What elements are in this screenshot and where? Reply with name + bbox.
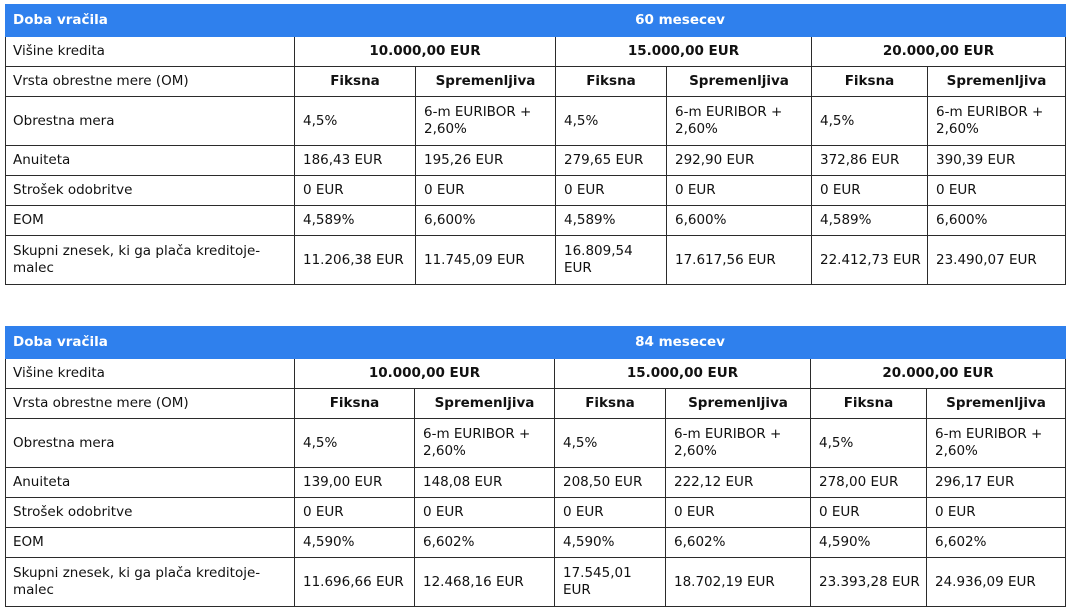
value-cell: 6-m EURIBOR + 2,60% bbox=[667, 97, 812, 146]
value-cell: 195,26 EUR bbox=[416, 146, 556, 176]
value-cell: 16.809,54 EUR bbox=[556, 236, 667, 285]
value-cell: 12.468,16 EUR bbox=[415, 558, 555, 607]
rate-type-cell: Spremenljiva bbox=[415, 389, 555, 419]
value-cell: 6-m EURIBOR + 2,60% bbox=[415, 419, 555, 468]
value-cell: 4,589% bbox=[556, 206, 667, 236]
value-cell: 4,5% bbox=[556, 97, 667, 146]
value-cell: 0 EUR bbox=[556, 176, 667, 206]
value-cell: 6-m EURIBOR + 2,60% bbox=[927, 419, 1066, 468]
value-cell: 0 EUR bbox=[666, 498, 811, 528]
rate-type-cell: Fiksna bbox=[556, 67, 667, 97]
value-cell: 0 EUR bbox=[812, 176, 928, 206]
table-row bbox=[6, 176, 1066, 206]
value-cell: 0 EUR bbox=[927, 498, 1066, 528]
value-cell: 6,600% bbox=[416, 206, 556, 236]
table-row bbox=[6, 528, 1066, 558]
table-row bbox=[6, 498, 1066, 528]
row-label: Skupni znesek, ki ga plača kreditoje-malec bbox=[6, 236, 295, 285]
value-cell: 11.745,09 EUR bbox=[416, 236, 556, 285]
header-row bbox=[6, 5, 1066, 37]
table-row bbox=[6, 146, 1066, 176]
amount-cell: 10.000,00 EUR bbox=[295, 359, 555, 389]
rate-type-cell: Spremenljiva bbox=[666, 389, 811, 419]
rate-type-cell: Spremenljiva bbox=[928, 67, 1066, 97]
table-row bbox=[6, 558, 1066, 607]
value-cell: 22.412,73 EUR bbox=[812, 236, 928, 285]
value-cell: 390,39 EUR bbox=[928, 146, 1066, 176]
value-cell: 18.702,19 EUR bbox=[666, 558, 811, 607]
value-cell: 0 EUR bbox=[811, 498, 927, 528]
value-cell: 11.206,38 EUR bbox=[295, 236, 416, 285]
rate-type-cell: Fiksna bbox=[555, 389, 666, 419]
value-cell: 4,5% bbox=[295, 419, 415, 468]
value-cell: 4,589% bbox=[295, 206, 416, 236]
value-cell: 222,12 EUR bbox=[666, 468, 811, 498]
rate-type-cell: Fiksna bbox=[812, 67, 928, 97]
row-label: Strošek odobritve bbox=[6, 498, 295, 528]
table-row bbox=[6, 419, 1066, 468]
row-label: Anuiteta bbox=[6, 146, 295, 176]
value-cell: 4,5% bbox=[555, 419, 666, 468]
value-cell: 4,590% bbox=[811, 528, 927, 558]
value-cell: 0 EUR bbox=[555, 498, 666, 528]
value-cell: 208,50 EUR bbox=[555, 468, 666, 498]
repayment-period: 84 mesecev bbox=[295, 327, 1066, 359]
amount-cell: 15.000,00 EUR bbox=[555, 359, 811, 389]
value-cell: 278,00 EUR bbox=[811, 468, 927, 498]
value-cell: 11.696,66 EUR bbox=[295, 558, 415, 607]
value-cell: 4,5% bbox=[811, 419, 927, 468]
row-label: EOM bbox=[6, 528, 295, 558]
rate-type-cell: Fiksna bbox=[295, 67, 416, 97]
repayment-label: Doba vračila bbox=[6, 327, 295, 359]
value-cell: 6-m EURIBOR + 2,60% bbox=[666, 419, 811, 468]
table-row bbox=[6, 236, 1066, 285]
value-cell: 4,590% bbox=[295, 528, 415, 558]
amounts-row bbox=[6, 359, 1066, 389]
rate-type-cell: Spremenljiva bbox=[667, 67, 812, 97]
table-row bbox=[6, 97, 1066, 146]
amount-cell: 15.000,00 EUR bbox=[556, 37, 812, 67]
value-cell: 23.490,07 EUR bbox=[928, 236, 1066, 285]
value-cell: 296,17 EUR bbox=[927, 468, 1066, 498]
amount-cell: 20.000,00 EUR bbox=[812, 37, 1066, 67]
rate-type-cell: Spremenljiva bbox=[416, 67, 556, 97]
rate-type-row bbox=[6, 389, 1066, 419]
amount-cell: 10.000,00 EUR bbox=[295, 37, 556, 67]
value-cell: 0 EUR bbox=[295, 498, 415, 528]
rate-type-label: Vrsta obrestne mere (OM) bbox=[6, 389, 295, 419]
rate-type-cell: Fiksna bbox=[811, 389, 927, 419]
table-row bbox=[6, 206, 1066, 236]
value-cell: 0 EUR bbox=[295, 176, 416, 206]
amounts-label: Višine kredita bbox=[6, 37, 295, 67]
value-cell: 23.393,28 EUR bbox=[811, 558, 927, 607]
value-cell: 0 EUR bbox=[415, 498, 555, 528]
value-cell: 148,08 EUR bbox=[415, 468, 555, 498]
value-cell: 4,5% bbox=[812, 97, 928, 146]
value-cell: 0 EUR bbox=[667, 176, 812, 206]
value-cell: 279,65 EUR bbox=[556, 146, 667, 176]
rate-type-cell: Fiksna bbox=[295, 389, 415, 419]
value-cell: 186,43 EUR bbox=[295, 146, 416, 176]
value-cell: 139,00 EUR bbox=[295, 468, 415, 498]
value-cell: 4,590% bbox=[555, 528, 666, 558]
value-cell: 6,602% bbox=[927, 528, 1066, 558]
row-label: EOM bbox=[6, 206, 295, 236]
value-cell: 6-m EURIBOR + 2,60% bbox=[928, 97, 1066, 146]
row-label: Skupni znesek, ki ga plača kreditoje-malec bbox=[6, 558, 295, 607]
value-cell: 6,602% bbox=[666, 528, 811, 558]
rate-type-row bbox=[6, 67, 1066, 97]
value-cell: 372,86 EUR bbox=[812, 146, 928, 176]
value-cell: 4,5% bbox=[295, 97, 416, 146]
value-cell: 6-m EURIBOR + 2,60% bbox=[416, 97, 556, 146]
rate-type-cell: Spremenljiva bbox=[927, 389, 1066, 419]
value-cell: 6,602% bbox=[415, 528, 555, 558]
value-cell: 24.936,09 EUR bbox=[927, 558, 1066, 607]
value-cell: 4,589% bbox=[812, 206, 928, 236]
value-cell: 17.617,56 EUR bbox=[667, 236, 812, 285]
row-label: Obrestna mera bbox=[6, 97, 295, 146]
amount-cell: 20.000,00 EUR bbox=[811, 359, 1066, 389]
amounts-row bbox=[6, 37, 1066, 67]
value-cell: 0 EUR bbox=[928, 176, 1066, 206]
value-cell: 17.545,01 EUR bbox=[555, 558, 666, 607]
table-row bbox=[6, 468, 1066, 498]
row-label: Anuiteta bbox=[6, 468, 295, 498]
amounts-label: Višine kredita bbox=[6, 359, 295, 389]
loan-table-60 bbox=[5, 4, 1066, 285]
repayment-period: 60 mesecev bbox=[295, 5, 1066, 37]
value-cell: 6,600% bbox=[928, 206, 1066, 236]
row-label: Obrestna mera bbox=[6, 419, 295, 468]
value-cell: 292,90 EUR bbox=[667, 146, 812, 176]
rate-type-label: Vrsta obrestne mere (OM) bbox=[6, 67, 295, 97]
header-row bbox=[6, 327, 1066, 359]
repayment-label: Doba vračila bbox=[6, 5, 295, 37]
row-label: Strošek odobritve bbox=[6, 176, 295, 206]
value-cell: 6,600% bbox=[667, 206, 812, 236]
value-cell: 0 EUR bbox=[416, 176, 556, 206]
loan-table-84 bbox=[5, 326, 1066, 607]
